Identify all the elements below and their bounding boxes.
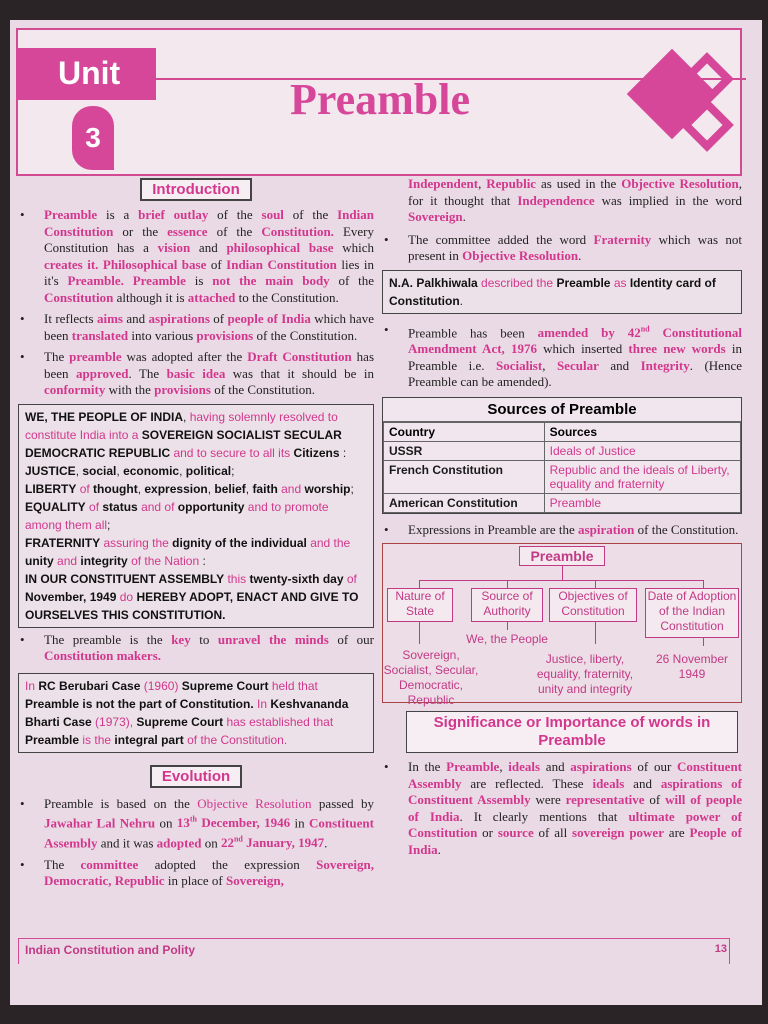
evolution-heading: Evolution (150, 765, 242, 788)
significance-heading-box (406, 711, 738, 753)
diagram-node-source: Source of Authority (471, 588, 543, 622)
continued-paragraph: Independent, Republic as used in the Objective Resolution, for it thought that Independence was implied in the word Sovereign. (408, 176, 743, 224)
diagram-connector (419, 580, 703, 581)
diagram-value-authority: We, the People (466, 632, 548, 647)
list-item: • It reflects aims and aspirations of people of India which have been translated into various provisions of the Constitution. (18, 311, 374, 344)
unit-label: Unit (16, 48, 156, 100)
palkhiwala-box: N.A. Palkhiwala described the Preamble as Identity card of Constitution. (382, 270, 742, 314)
diagram-value-nature: Sovereign, Socialist, Secular, Democratic, Republic (383, 648, 479, 708)
table-cell-source: Ideals of Justice (544, 441, 740, 460)
table-row (384, 460, 741, 493)
significance-heading: Significance or Importance of words in Preamble (433, 714, 711, 750)
diagram-node-objectives: Objectives of Constitution (549, 588, 637, 622)
page-number: 13 (714, 943, 727, 955)
table-cell-source: Preamble (544, 493, 740, 512)
book-title: Indian Constitution and Polity (25, 943, 195, 957)
table-cell-country: USSR (384, 441, 545, 460)
unit-number: 3 (72, 106, 114, 170)
table-header-country: Country (384, 422, 545, 441)
list-item: • The committee added the word Fraternity which was not present in Objective Resolution. (382, 232, 742, 265)
table-cell-country: French Constitution (384, 460, 545, 493)
diagram-connector (419, 580, 420, 588)
textbook-page (10, 20, 762, 1005)
case-law-box: In RC Berubari Case (1960) Supreme Court held that Preamble is not the part of Constitution. In Keshvananda Bharti Case (1973), Supreme Court has established that Preamble is the integral part of the Constitution. (18, 673, 374, 753)
list-item: • Preamble has been amended by 42nd Constitutional Amendment Act, 1976 which inserted three new words in Preamble i.e. Socialist, Secular and Integrity. (Hence Preamble can be amended). (382, 322, 742, 391)
diagram-value-objectives: Justice, liberty, equality, fraternity, unity and integrity (536, 652, 634, 697)
diagram-connector (703, 638, 704, 646)
diagram-connector (595, 622, 596, 644)
list-item: • The preamble was adopted after the Draft Constitution has been approved. The basic idea was that it should be in conformity with the provisions of the Constitution. (18, 349, 374, 399)
table-header-sources: Sources (544, 422, 740, 441)
list-item: • The committee adopted the expression Sovereign, Democratic, Republic in place of Sovereign, (18, 857, 374, 890)
diagram-connector (507, 580, 508, 588)
sources-heading: Sources of Preamble (383, 398, 741, 422)
diagram-connector (595, 580, 596, 588)
page-title: Preamble (290, 75, 471, 124)
table-cell-source: Republic and the ideals of Liberty, equality and fraternity (544, 460, 740, 493)
right-column (382, 176, 742, 863)
sources-table-wrapper (382, 397, 742, 514)
table-cell-country: American Constitution (384, 493, 545, 512)
diagram-value-date: 26 November 1949 (655, 652, 729, 682)
list-item: • The preamble is the key to unravel the minds of our Constitution makers. (18, 632, 374, 665)
table-row (384, 441, 741, 460)
diagram-connector (562, 566, 563, 580)
diagram-connector (419, 622, 420, 644)
sources-table (383, 422, 741, 513)
table-row (384, 493, 741, 512)
preamble-text-box: WE, THE PEOPLE OF INDIA, having solemnly resolved to constitute India into a SOVEREIGN SOCIALIST SECULAR DEMOCRATIC REPUBLIC and to secure to all its Citizens : JUSTICE, social, economic, political; LIBERTY of thought, expression, belief, faith and worship; EQUALITY of status and of opportunity and to promote among them all; FRATERNITY assuring the dignity of the individual and the unity and integrity of the Nation : IN OUR CONSTITUENT ASSEMBLY this twenty-sixth day of November, 1949 do HEREBY ADOPT, ENACT AND GIVE TO OURSELVES THIS CONSTITUTION. (18, 404, 374, 628)
diagram-connector (703, 580, 704, 588)
preamble-diagram (382, 543, 742, 708)
introduction-heading: Introduction (140, 178, 251, 201)
list-item: • In the Preamble, ideals and aspirations of our Constituent Assembly are reflected. These ideals and aspirations of Constituent Assembly were representative of will of people of India. It clearly mentions that ultimate power of Constitution or source of all sovereign power are People of India. (382, 759, 742, 858)
diagram-root: Preamble (519, 546, 605, 566)
diamond-decoration-icon (622, 44, 742, 164)
list-item: • Expressions in Preamble are the aspiration of the Constitution. (382, 522, 742, 539)
left-column (18, 180, 374, 895)
diagram-node-nature: Nature of State (387, 588, 453, 622)
diagram-node-date: Date of Adoption of the Indian Constitution (645, 588, 739, 638)
diagram-connector (507, 622, 508, 630)
list-item: • Preamble is a brief outlay of the soul of the Indian Constitution or the essence of the Constitution. Every Constitution has a vision and philosophical base which creates it. Philosophical base of Indian Constitution lies in it's Preamble. Preamble is not the main body of the Constitution although it is attached to the Constitution. (18, 207, 374, 306)
page-footer (18, 938, 730, 964)
list-item: • Preamble is based on the Objective Resolution passed by Jawahar Lal Nehru on 13th December, 1946 in Constituent Assembly and it was adopted on 22nd January, 1947. (18, 796, 374, 852)
